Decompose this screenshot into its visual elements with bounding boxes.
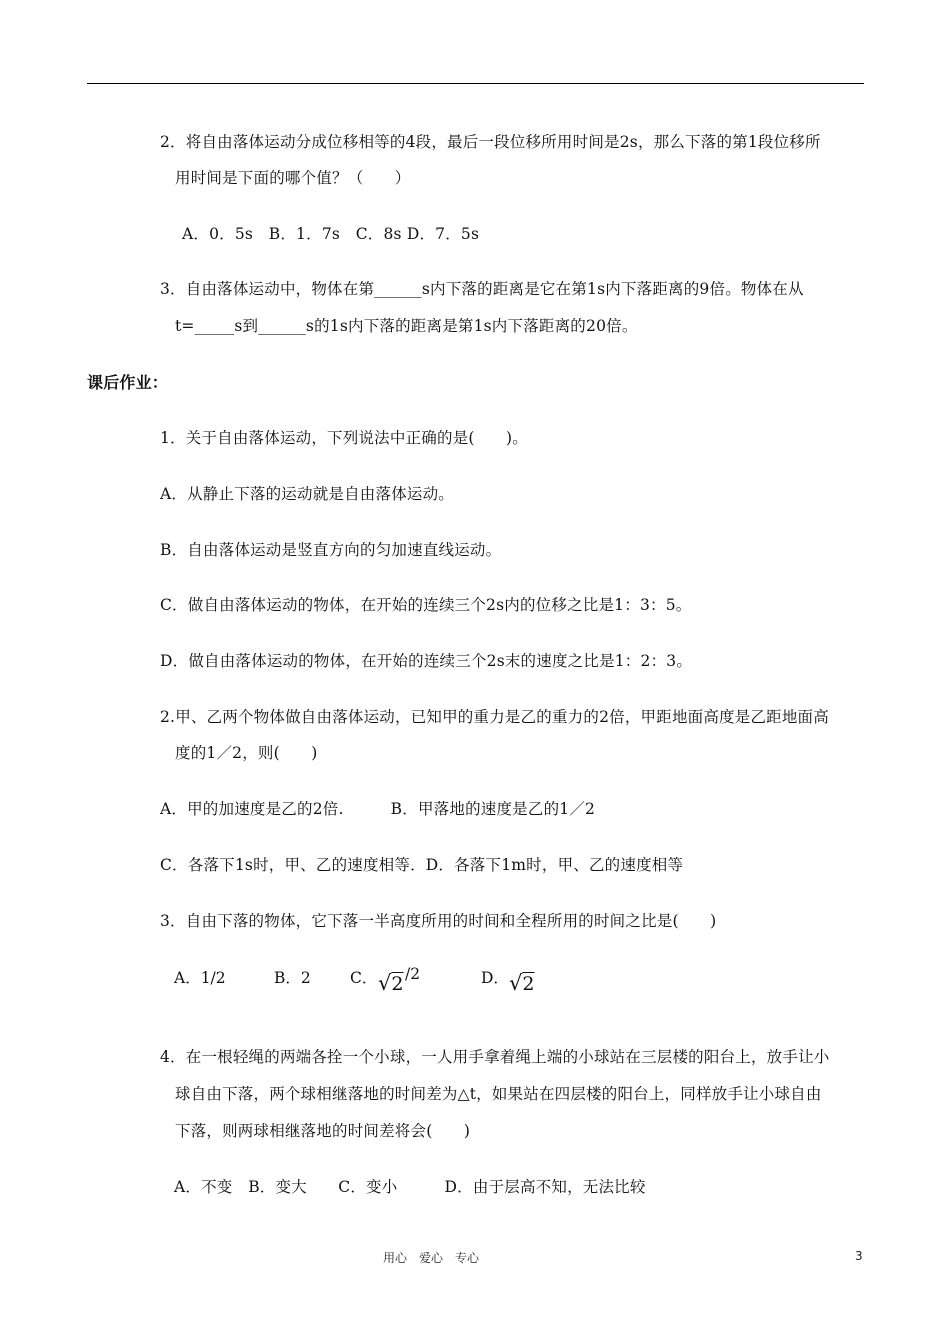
- hw4-line-1: 4．在一根轻绳的两端各拴一个小球，一人用手拿着绳上端的小球站在三层楼的阳台上，放手让小: [160, 1048, 830, 1066]
- hw3-option-b: B．2: [274, 969, 311, 987]
- header-rule: [87, 83, 864, 84]
- hw4-line-2: 球自由下落，两个球相继落地的时间差为△t，如果站在四层楼的阳台上，同样放手让小球自由: [175, 1085, 822, 1103]
- hw1-option-c: C．做自由落体运动的物体，在开始的连续三个2s内的位移之比是1：3：5。: [160, 596, 692, 614]
- hw4-line-3: 下落，则两球相继落地的时间差将会( ): [175, 1122, 471, 1140]
- hw4-options: A．不变 B．变大 C．变小 D．由于层高不知，无法比较: [174, 1178, 646, 1196]
- section-title: 课后作业：: [87, 373, 169, 392]
- hw3-question: 3．自由下落的物体，它下落一半高度所用的时间和全程所用的时间之比是( ): [160, 912, 717, 930]
- hw2-line-1: 2.甲、乙两个物体做自由落体运动，已知甲的重力是乙的重力的2倍，甲距地面高度是乙距地面高: [160, 708, 829, 726]
- q3-line-1: 3．自由落体运动中，物体在第______s内下落的距离是它在第1s内下落距离的9倍。物体在从: [160, 280, 804, 298]
- q2-options: A．0．5s B．1．7s C．8s D．7．5s: [182, 225, 480, 243]
- hw1-option-b: B．自由落体运动是竖直方向的匀加速直线运动。: [160, 541, 502, 559]
- hw3-option-c-radicand: 2: [391, 973, 404, 995]
- hw1-option-a: A．从静止下落的运动就是自由落体运动。: [160, 485, 454, 503]
- footer-motto: 用心 爱心 专心: [383, 1251, 480, 1265]
- hw3-option-c-suffix: /2: [405, 965, 421, 983]
- hw3-option-c-label: C．: [350, 969, 378, 987]
- q2-line-2: 用时间是下面的哪个值？（ ）: [175, 169, 411, 187]
- hw1-option-d: D．做自由落体运动的物体，在开始的连续三个2s末的速度之比是1：2：3。: [160, 652, 693, 670]
- hw2-line-2: 度的1／2，则( ): [175, 744, 318, 762]
- q2-line-1: 2．将自由落体运动分成位移相等的4段，最后一段位移所用时间是2s，那么下落的第1段位移所: [160, 133, 821, 151]
- hw2-options-cd: C．各落下1s时，甲、乙的速度相等．D．各落下1m时，甲、乙的速度相等: [160, 856, 684, 874]
- q3-line-2: t=_____s到______s的1s内下落的距离是第1s内下落距离的20倍。: [175, 317, 638, 335]
- hw1-question: 1．关于自由落体运动，下列说法中正确的是( )。: [160, 429, 528, 447]
- hw3-option-a: A．1/2: [174, 969, 226, 987]
- hw2-options-ab: A．甲的加速度是乙的2倍. B．甲落地的速度是乙的1／2: [160, 800, 596, 818]
- hw3-option-d-sqrt: √2: [509, 971, 535, 995]
- page-number: 3: [855, 1249, 863, 1263]
- hw3-option-d-label: D．: [481, 969, 509, 987]
- hw3-option-c-sqrt: √2: [378, 971, 404, 995]
- hw3-option-d-radicand: 2: [522, 973, 535, 995]
